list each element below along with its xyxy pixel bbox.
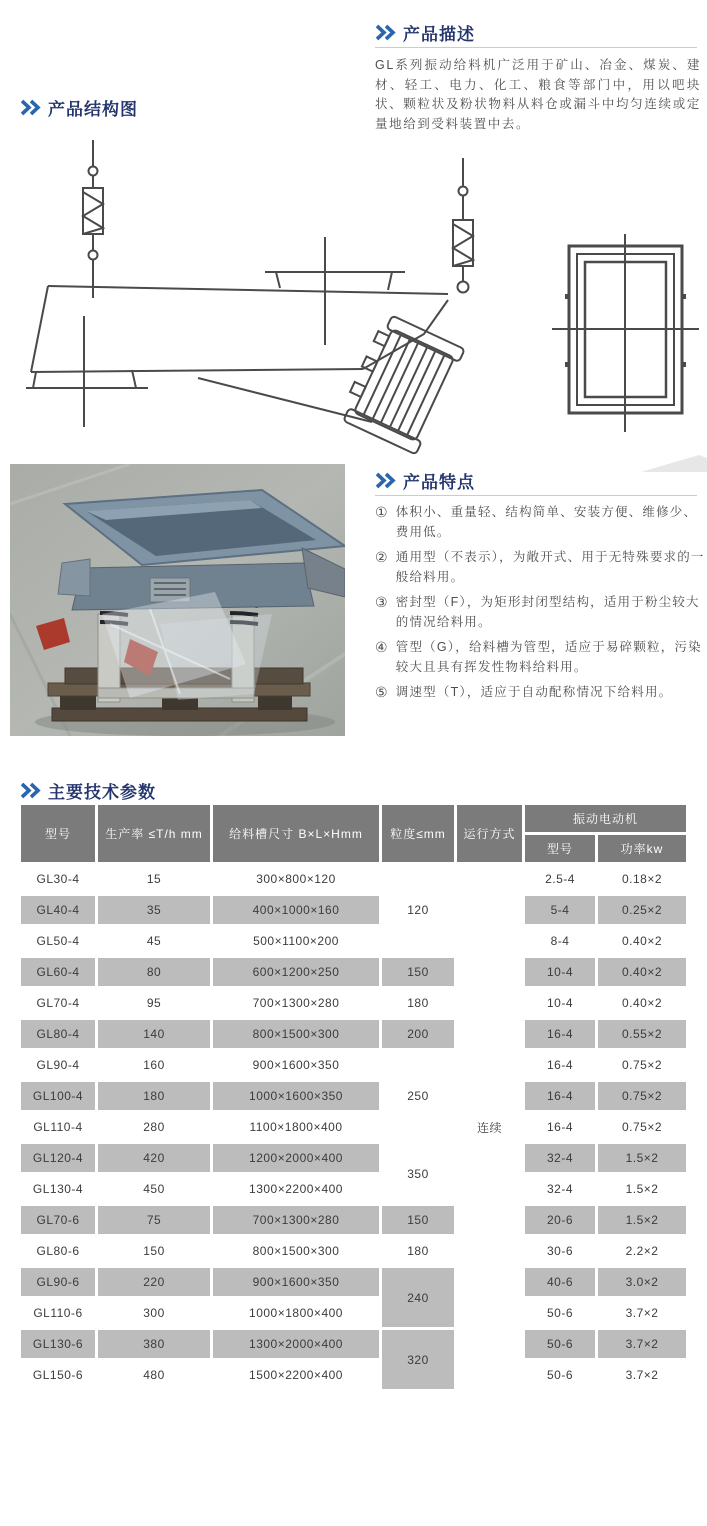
table-cell: 0.75×2 (598, 1113, 686, 1141)
table-cell: 1.5×2 (598, 1175, 686, 1203)
feature-text: 密封型（F），为矩形封闭型结构，适用于粉尘较大的情况给料用。 (395, 595, 700, 629)
feature-number: ① (375, 504, 389, 520)
table-cell: 320 (382, 1330, 454, 1389)
table-cell: GL90-6 (21, 1268, 95, 1296)
table-cell: 500×1100×200 (213, 927, 379, 955)
table-cell: GL110-4 (21, 1113, 95, 1141)
features-section-heading (375, 468, 475, 493)
table-cell: 10-4 (525, 958, 595, 986)
table-cell: GL50-4 (21, 927, 95, 955)
table-cell: GL120-4 (21, 1144, 95, 1172)
table-cell: 480 (98, 1361, 210, 1389)
parameters-table (18, 802, 689, 1392)
table-cell: GL30-4 (21, 865, 95, 893)
table-row (21, 1206, 686, 1234)
table-cell: 0.75×2 (598, 1051, 686, 1079)
table-cell: 0.40×2 (598, 958, 686, 986)
structure-diagram (0, 130, 707, 465)
table-row (21, 1175, 686, 1203)
table-cell: 120 (382, 865, 454, 955)
table-cell: 200 (382, 1020, 454, 1048)
table-cell: 1000×1600×350 (213, 1082, 379, 1110)
table-row (21, 1330, 686, 1358)
vibrating-feeder-photo (10, 464, 345, 736)
header-motor-power: 功率kw (598, 835, 686, 862)
table-cell: 150 (98, 1237, 210, 1265)
table-row (21, 989, 686, 1017)
table-cell: 2.5-4 (525, 865, 595, 893)
table-cell: 16-4 (525, 1051, 595, 1079)
double-chevron-icon (375, 472, 397, 489)
feature-text: 管型（G），给料槽为管型，适应于易碎颗粒，污染较大且具有挥发性物料给料用。 (395, 640, 702, 674)
table-cell: 1000×1800×400 (213, 1299, 379, 1327)
table-cell: 350 (382, 1144, 454, 1203)
table-cell: 1.5×2 (598, 1144, 686, 1172)
section-title: 产品结构图 (48, 100, 138, 119)
table-cell: 160 (98, 1051, 210, 1079)
table-cell: 3.7×2 (598, 1330, 686, 1358)
table-cell: GL80-6 (21, 1237, 95, 1265)
table-cell: 50-6 (525, 1330, 595, 1358)
table-row (21, 1020, 686, 1048)
table-cell: GL110-6 (21, 1299, 95, 1327)
table-cell: GL100-4 (21, 1082, 95, 1110)
table-cell: 16-4 (525, 1082, 595, 1110)
feature-item (375, 548, 707, 587)
table-cell: GL70-4 (21, 989, 95, 1017)
header-particle: 粒度≤mm (382, 805, 454, 862)
table-row (21, 1051, 686, 1079)
table-cell: 420 (98, 1144, 210, 1172)
table-cell: 180 (382, 1237, 454, 1265)
table-cell: 连续 (457, 865, 522, 1389)
feature-text: 通用型（不表示），为敞开式、用于无特殊要求的一般给料用。 (395, 550, 705, 584)
table-cell: GL70-6 (21, 1206, 95, 1234)
table-cell: 2.2×2 (598, 1237, 686, 1265)
table-cell: 40-6 (525, 1268, 595, 1296)
table-cell: 280 (98, 1113, 210, 1141)
feature-text: 体积小、重量轻、结构简单、安装方便、维修少、费用低。 (395, 505, 698, 539)
table-cell: 150 (382, 1206, 454, 1234)
table-cell: 450 (98, 1175, 210, 1203)
table-cell: 380 (98, 1330, 210, 1358)
table-cell: 700×1300×280 (213, 1206, 379, 1234)
table-cell: 1300×2200×400 (213, 1175, 379, 1203)
table-row (21, 1237, 686, 1265)
table-cell: 900×1600×350 (213, 1051, 379, 1079)
table-cell: 140 (98, 1020, 210, 1048)
table-cell: 50-6 (525, 1361, 595, 1389)
table-row (21, 1144, 686, 1172)
double-chevron-icon (20, 782, 42, 799)
structure-diagram-area (0, 130, 707, 470)
table-cell: 16-4 (525, 1020, 595, 1048)
table-cell: 30-6 (525, 1237, 595, 1265)
feature-number: ⑤ (375, 684, 389, 700)
section-title: 产品描述 (403, 25, 475, 44)
product-description-text: GL系列振动给料机广泛用于矿山、冶金、煤炭、建材、轻工、电力、化工、粮食等部门中，用以吧块状、颗粒状及粉状物料从料仓或漏斗中均匀连续或定量地给到受料装置中去。 (375, 58, 701, 131)
heading-divider (375, 47, 697, 48)
table-cell: 10-4 (525, 989, 595, 1017)
table-cell: 800×1500×300 (213, 1020, 379, 1048)
table-cell: 32-4 (525, 1175, 595, 1203)
table-row (21, 1268, 686, 1296)
table-cell: 1.5×2 (598, 1206, 686, 1234)
table-cell: 0.40×2 (598, 927, 686, 955)
section-title: 产品特点 (403, 473, 475, 492)
table-cell: 0.40×2 (598, 989, 686, 1017)
table-cell: GL60-4 (21, 958, 95, 986)
header-trough: 给料槽尺寸 B×L×Hmm (213, 805, 379, 862)
table-cell: GL80-4 (21, 1020, 95, 1048)
table-cell: 3.0×2 (598, 1268, 686, 1296)
table-cell: 700×1300×280 (213, 989, 379, 1017)
table-cell: 15 (98, 865, 210, 893)
table-row (21, 1113, 686, 1141)
table-cell: 220 (98, 1268, 210, 1296)
table-cell: 1200×2000×400 (213, 1144, 379, 1172)
parameters-table-body (21, 865, 686, 1389)
table-cell: 32-4 (525, 1144, 595, 1172)
header-motor-model: 型号 (525, 835, 595, 862)
table-cell: 0.18×2 (598, 865, 686, 893)
table-cell: 300 (98, 1299, 210, 1327)
table-row (21, 865, 686, 893)
table-cell: 240 (382, 1268, 454, 1327)
header-rate: 生产率 ≤T/h mm (98, 805, 210, 862)
table-cell: 50-6 (525, 1299, 595, 1327)
table-cell: 75 (98, 1206, 210, 1234)
header-operation: 运行方式 (457, 805, 522, 862)
header-model: 型号 (21, 805, 95, 862)
double-chevron-icon (20, 99, 42, 116)
table-cell: 8-4 (525, 927, 595, 955)
header-motor-group: 振动电动机 (525, 805, 686, 832)
feature-item (375, 503, 707, 542)
product-features-list (375, 503, 707, 709)
table-cell: 1500×2200×400 (213, 1361, 379, 1389)
description-section-heading (375, 20, 475, 45)
table-cell: 0.55×2 (598, 1020, 686, 1048)
table-cell: 180 (382, 989, 454, 1017)
table-header (21, 805, 686, 862)
corner-decoration (641, 455, 707, 478)
table-cell: 0.25×2 (598, 896, 686, 924)
feature-item (375, 638, 707, 677)
section-title: 主要技术参数 (48, 783, 156, 802)
table-cell: 5-4 (525, 896, 595, 924)
table-cell: 1100×1800×400 (213, 1113, 379, 1141)
table-row (21, 958, 686, 986)
table-cell: 800×1500×300 (213, 1237, 379, 1265)
table-cell: GL150-6 (21, 1361, 95, 1389)
feature-number: ③ (375, 594, 389, 610)
feature-text: 调速型（T），适应于自动配称情况下给料用。 (395, 685, 673, 699)
table-cell: GL90-4 (21, 1051, 95, 1079)
table-cell: 20-6 (525, 1206, 595, 1234)
table-cell: 35 (98, 896, 210, 924)
feature-number: ④ (375, 639, 389, 655)
table-cell: 180 (98, 1082, 210, 1110)
table-cell: 600×1200×250 (213, 958, 379, 986)
feature-item (375, 683, 707, 703)
double-chevron-icon (375, 24, 397, 41)
table-cell: GL130-6 (21, 1330, 95, 1358)
table-cell: 150 (382, 958, 454, 986)
table-cell: 250 (382, 1051, 454, 1141)
table-cell: 1300×2000×400 (213, 1330, 379, 1358)
table-cell: 3.7×2 (598, 1299, 686, 1327)
table-cell: 3.7×2 (598, 1361, 686, 1389)
table-cell: 0.75×2 (598, 1082, 686, 1110)
table-cell: 900×1600×350 (213, 1268, 379, 1296)
table-row (21, 1082, 686, 1110)
table-cell: 80 (98, 958, 210, 986)
table-row (21, 927, 686, 955)
table-cell: GL130-4 (21, 1175, 95, 1203)
feature-number: ② (375, 549, 389, 565)
table-cell: 300×800×120 (213, 865, 379, 893)
structure-section-heading (20, 95, 138, 120)
table-cell: 95 (98, 989, 210, 1017)
table-cell: GL40-4 (21, 896, 95, 924)
table-cell: 45 (98, 927, 210, 955)
table-cell: 16-4 (525, 1113, 595, 1141)
table-row (21, 1361, 686, 1389)
heading-divider (375, 495, 697, 496)
table-row (21, 1299, 686, 1327)
table-row (21, 896, 686, 924)
product-photo (10, 464, 345, 741)
feature-item (375, 593, 707, 632)
table-cell: 400×1000×160 (213, 896, 379, 924)
parameters-section-heading (20, 778, 156, 803)
